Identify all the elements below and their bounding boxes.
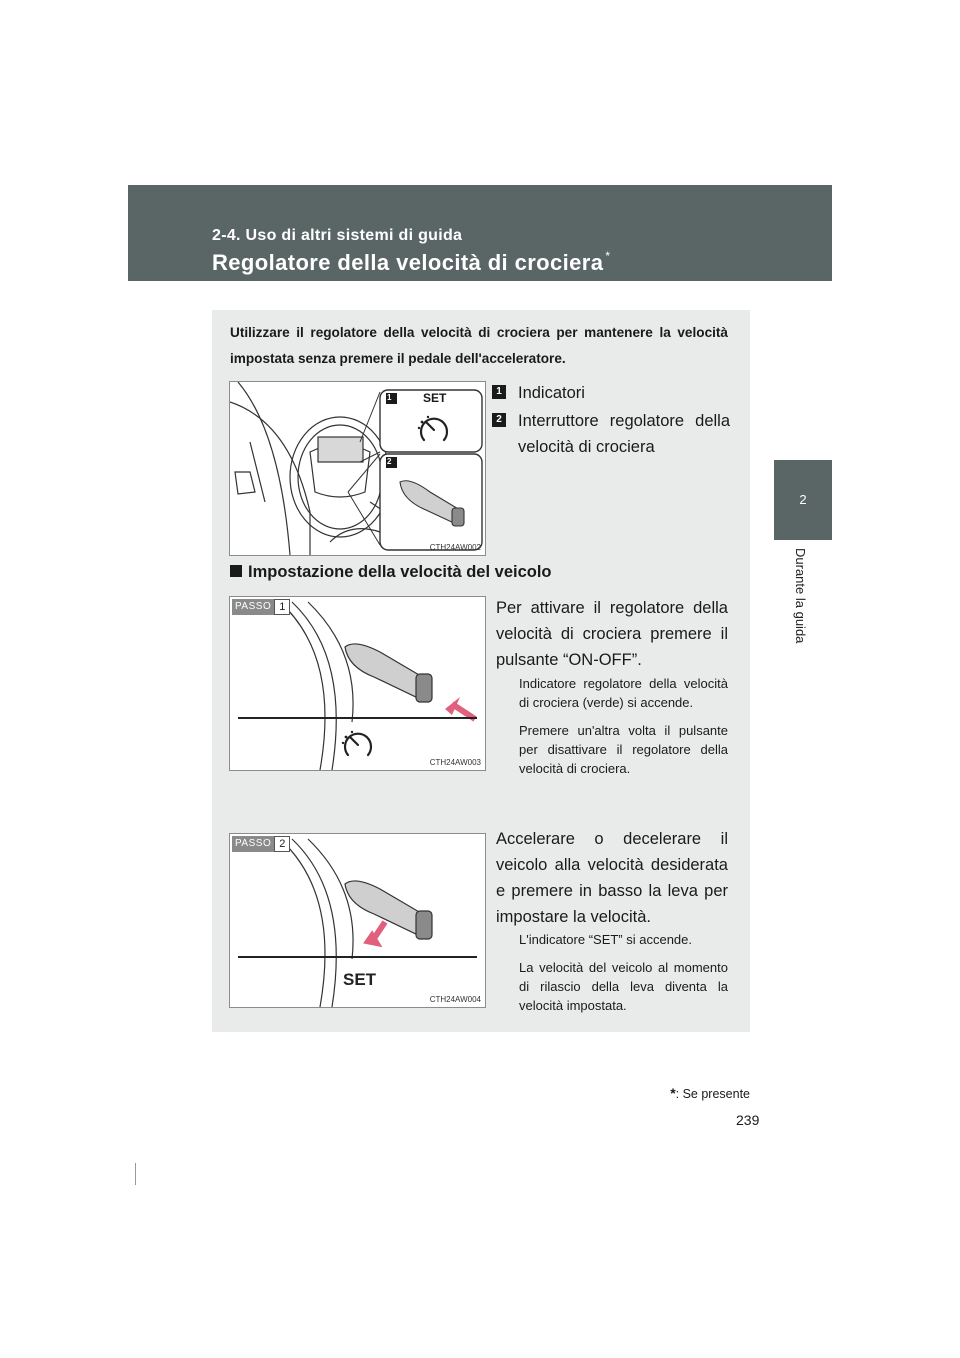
legend-text-1: Indicatori bbox=[518, 384, 585, 402]
section-header bbox=[128, 185, 832, 281]
page-title-text: Regolatore della velocità di crociera bbox=[212, 250, 604, 275]
step1-illustration bbox=[230, 597, 485, 770]
footnote-mark: * bbox=[670, 1085, 676, 1101]
step2-note-1: L'indicatore “SET” si accende. bbox=[519, 932, 693, 947]
dashboard-figure bbox=[229, 381, 486, 556]
step2-figure-code: CTH24AW004 bbox=[429, 995, 481, 1004]
step2-badge-number: 2 bbox=[274, 836, 290, 852]
callout-set-label: SET bbox=[423, 391, 447, 405]
callout-1-badge: 1 bbox=[387, 393, 392, 402]
legend-badge-2: 2 bbox=[492, 413, 506, 427]
intro-paragraph: Utilizzare il regolatore della velocità di crociera per mantenere la velocità impostata senza premere il pedale dell'acceleratore. bbox=[230, 325, 728, 366]
legend-item-switch bbox=[492, 408, 730, 460]
chapter-tab bbox=[774, 460, 832, 540]
step1-note-2: Premere un'altra volta il pulsante per disattivare il regolatore della velocità di crociera. bbox=[519, 723, 728, 776]
legend-text-2: Interruttore regolatore della velocità di crociera bbox=[518, 412, 730, 456]
chapter-number: 2 bbox=[799, 492, 807, 507]
footnote-text: : Se presente bbox=[675, 1087, 750, 1101]
step1-text: Per attivare il regolatore della velocità di crociera premere il pulsante “ON-OFF”. bbox=[496, 599, 728, 669]
page-number: 239 bbox=[736, 1112, 760, 1128]
step1-note-1: Indicatore regolatore della velocità di crociera (verde) si accende. bbox=[519, 676, 728, 710]
optional-mark: * bbox=[605, 249, 611, 263]
callout-2-badge: 2 bbox=[387, 457, 392, 466]
step1-figure-code: CTH24AW003 bbox=[429, 758, 481, 767]
step1-badge-number: 1 bbox=[274, 599, 290, 615]
page-title bbox=[212, 249, 610, 276]
step2-display-text: SET bbox=[343, 970, 377, 989]
figure-code: CTH24AW002 bbox=[429, 543, 481, 552]
step2-note-2: La velocità del veicolo al momento di rilascio della leva diventa la velocità impostata. bbox=[519, 960, 728, 1013]
section-heading-text: Impostazione della velocità del veicolo bbox=[248, 563, 552, 581]
section-subtitle: 2-4. Uso di altri sistemi di guida bbox=[212, 227, 463, 244]
step1-badge-label: PASSO bbox=[232, 599, 274, 615]
figure-legend bbox=[492, 380, 730, 462]
step1-figure bbox=[229, 596, 486, 771]
footnote bbox=[670, 1085, 750, 1101]
step1-notes bbox=[519, 674, 728, 787]
margin-rule bbox=[135, 1163, 136, 1185]
heading-bullet-icon bbox=[230, 565, 242, 577]
step2-figure bbox=[229, 833, 486, 1008]
chapter-label: Durante la guida bbox=[793, 548, 808, 644]
step2-notes bbox=[519, 930, 728, 1024]
legend-badge-1: 1 bbox=[492, 385, 506, 399]
step1-badge bbox=[232, 599, 290, 615]
step2-badge bbox=[232, 836, 290, 852]
step2-text: Accelerare o decelerare il veicolo alla velocità desiderata e premere in basso la leva per impostare la velocità. bbox=[496, 830, 728, 926]
dashboard-illustration bbox=[230, 382, 485, 555]
step2-badge-label: PASSO bbox=[232, 836, 274, 852]
section-heading bbox=[230, 563, 552, 582]
legend-item-indicators bbox=[492, 380, 730, 406]
